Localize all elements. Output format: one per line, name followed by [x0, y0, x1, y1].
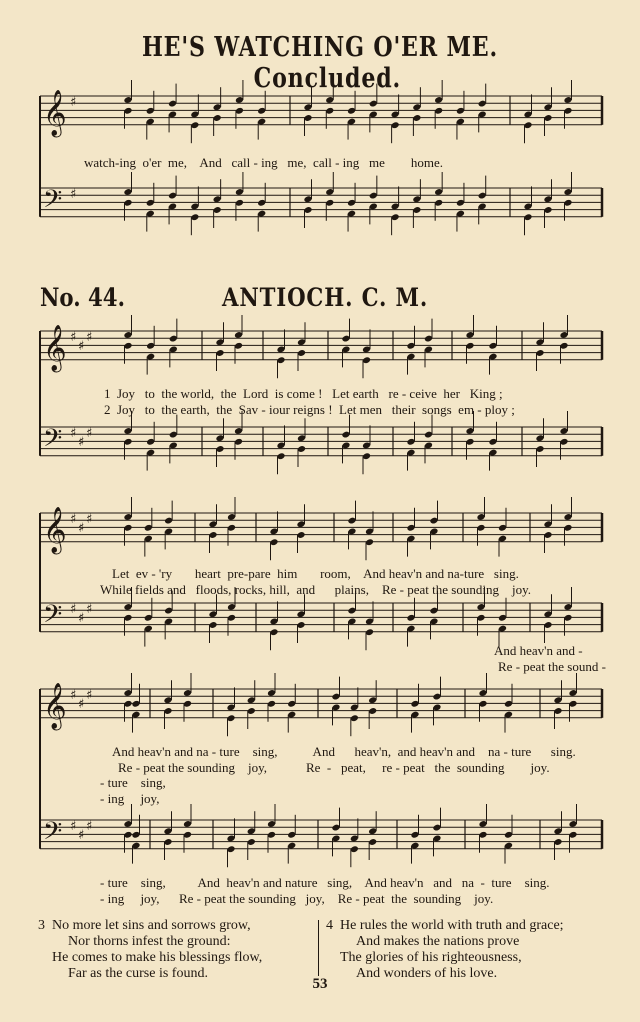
treble-clef: 𝄞: [43, 90, 67, 136]
lyric-line-verse-2: 2 Joy to the earth, the Sav - iour reigns ! Let men their songs em - ploy ;: [104, 402, 515, 417]
verse-line: And makes the nations prove: [356, 934, 520, 949]
sharp-sign: ♯: [86, 512, 93, 527]
treble-clef: 𝄞: [43, 683, 67, 729]
sharp-sign: ♯: [86, 426, 93, 441]
lyric-line-alto: - ture sing,: [100, 775, 166, 790]
sharp-sign: ♯: [86, 330, 93, 345]
sharp-sign: ♯: [78, 697, 85, 712]
lyric-line-bass-2: - ing joy, Re - peat the sounding joy, Re - peat the sounding joy.: [100, 891, 494, 906]
sharp-sign: ♯: [78, 828, 85, 843]
lyric-line-treble: Let ev - 'ry heart pre-pare him room, And heav'n and na-ture sing.: [112, 566, 519, 581]
hymn-number: No. 44.: [40, 283, 125, 312]
treble-clef: 𝄞: [43, 507, 67, 553]
sharp-sign: ♯: [78, 611, 85, 626]
lyric-line: watch-ing o'er me, And call - ing me, call - ing me home.: [84, 155, 444, 170]
lyric-line-treble: And heav'n and na - ture sing, And heav'n, and heav'n and na - ture sing.: [112, 744, 576, 759]
song-title: HE'S WATCHING O'ER ME.: [141, 32, 499, 63]
lyric-line-treble-2: While fields and floods, rocks, hill, and plains, Re - peat the sounding joy.: [100, 582, 531, 597]
page-number: 53: [312, 976, 328, 992]
verse-line: He comes to make his blessings flow,: [52, 950, 263, 965]
lyric-line-alto-2: - ing joy,: [100, 791, 160, 806]
bass-clef: 𝄢: [43, 185, 63, 220]
sharp-sign: ♯: [70, 512, 77, 527]
sharp-sign: ♯: [70, 688, 77, 703]
sharp-sign: ♯: [78, 435, 85, 450]
sharp-sign: ♯: [86, 819, 93, 834]
verse-line: And wonders of his love.: [356, 966, 498, 981]
sharp-sign: ♯: [70, 95, 77, 110]
lyric-line-bass: - ture sing, And heav'n and nature sing, And heav'n and na - ture sing.: [100, 875, 550, 890]
sharp-sign: ♯: [78, 339, 85, 354]
bass-clef: 𝄢: [43, 817, 63, 852]
verse-line: Far as the curse is found.: [68, 966, 208, 981]
sharp-sign: ♯: [70, 426, 77, 441]
song-subtitle: Concluded.: [253, 63, 402, 94]
lyric-line-verse-1: 1 Joy to the world, the Lord is come ! Let earth re - ceive her King ;: [104, 386, 503, 401]
sharp-sign: ♯: [86, 688, 93, 703]
verse-4: [326, 918, 564, 982]
lyric-line-treble-2: Re - peat the sounding joy, Re - peat, re - peat the sounding joy.: [118, 760, 550, 775]
lyric-line-bass: And heav'n and -: [494, 643, 583, 658]
verse-line: The glories of his righteousness,: [340, 950, 522, 965]
bass-clef: 𝄢: [43, 424, 63, 459]
bass-clef: 𝄢: [43, 600, 63, 635]
lyric-line-bass-2: Re - peat the sound -: [498, 659, 606, 674]
sharp-sign: ♯: [70, 187, 77, 202]
sharp-sign: ♯: [78, 521, 85, 536]
verse-divider: [318, 920, 319, 976]
verse-line: 4 He rules the world with truth and grace;: [326, 918, 564, 933]
sharp-sign: ♯: [70, 819, 77, 834]
sharp-sign: ♯: [86, 602, 93, 617]
sharp-sign: ♯: [70, 602, 77, 617]
clefs: [43, 90, 92, 852]
verse-line: Nor thorns infest the ground:: [68, 934, 231, 949]
verse-line: 3 No more let sins and sorrows grow,: [38, 918, 251, 933]
treble-clef: 𝄞: [43, 325, 67, 371]
hymn-title: ANTIOCH. C. M.: [222, 283, 429, 312]
verse-3: [38, 918, 262, 982]
sharp-sign: ♯: [70, 330, 77, 345]
